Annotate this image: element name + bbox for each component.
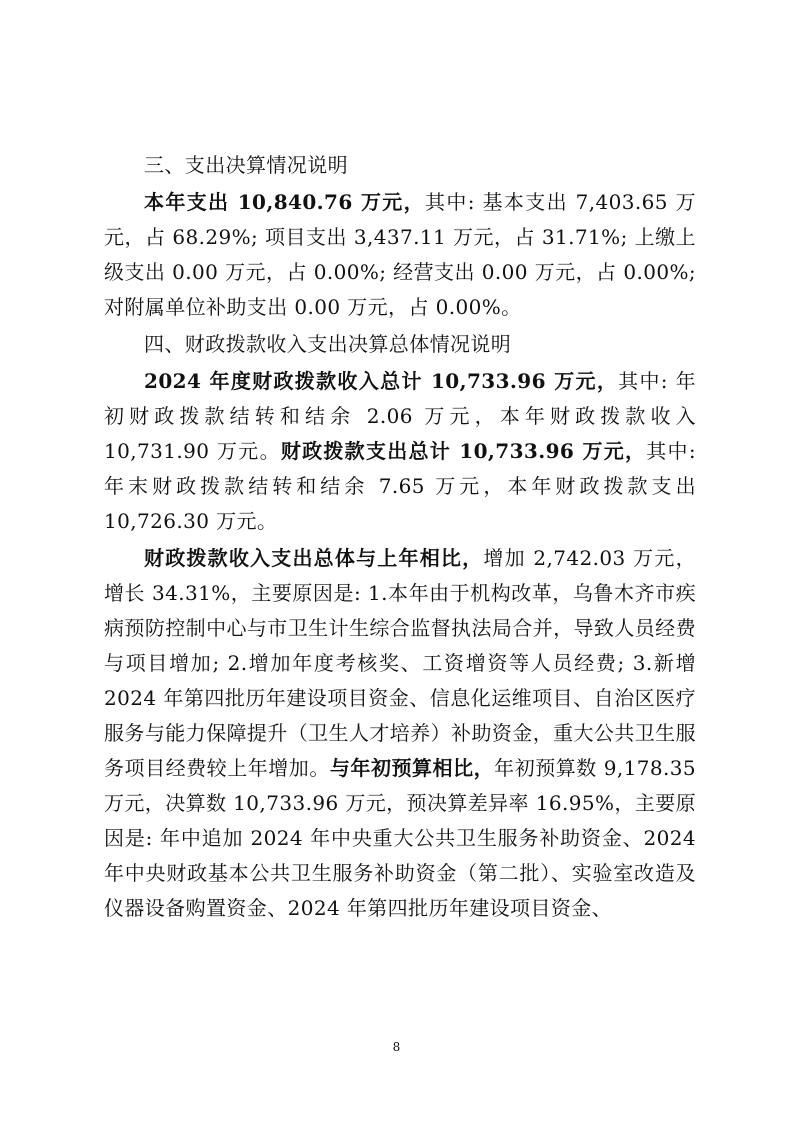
fiscal-comparison-paragraph [104, 541, 696, 926]
comparison-budget-label: 与年初预算相比， [329, 756, 495, 780]
section-heading-fiscal-appropriation: 四、财政拨款收入支出决算总体情况说明 [144, 332, 512, 356]
fiscal-income-breakdown: 其中: 年初财政拨款结转和结余 2.06 万元，本年财政拨款收入 10,731.90 万元。 [104, 369, 696, 463]
expenditure-paragraph [104, 185, 696, 325]
expenditure-total-summary: 本年支出 10,840.76 万元， [144, 190, 425, 214]
fiscal-income-total: 2024 年度财政拨款收入总计 10,733.96 万元， [144, 369, 619, 393]
fiscal-totals-paragraph [104, 364, 696, 539]
fiscal-expenditure-breakdown: 其中: 年末财政拨款结转和结余 7.65 万元，本年财政拨款支出 10,726.30 万元。 [104, 439, 696, 533]
expenditure-breakdown-text: 其中: 基本支出 7,403.65 万元，占 68.29%; 项目支出 3,437.11 万元，占 31.71%; 上缴上级支出 0.00 万元，占 0.00%; 经营支出 0.00 万元，占 0.00%; 对附属单位补助支出 0.00 万元，占 0.00%。 [104, 190, 696, 319]
comparison-last-year-label: 财政拨款收入支出总体与上年相比， [144, 546, 484, 570]
document-body [104, 148, 696, 928]
fiscal-expenditure-total: 财政拨款支出总计 10,733.96 万元， [280, 439, 647, 463]
page-number: 8 [392, 1040, 401, 1054]
comparison-budget-text: 年初预算数 9,178.35 万元，决算数 10,733.96 万元，预决算差异率 16.95%，主要原因是: 年中追加 2024 年中央重大公共卫生服务补助资金、2024 年中央财政基本公共卫生服务补助资金（第二批）、实验室改造及仪器设备购置资金、2024 年第四批历年建设项目资金、 [104, 756, 696, 920]
comparison-last-year-text: 增加 2,742.03 万元，增长 34.31%，主要原因是: 1.本年由于机构改革，乌鲁木齐市疾病预防控制中心与市卫生计生综合监督执法局合并，导致人员经费与项目增加; 2.增加年度考核奖、工资增资等人员经费; 3.新增 2024 年第四批历年建设项目资金、信息化运维项目、自治区医疗服务与能力保障提升（卫生人才培养）补助资金，重大公共卫生服务项目经费较上年增加。 [104, 546, 696, 780]
section-heading-expenditure: 三、支出决算情况说明 [144, 153, 348, 177]
